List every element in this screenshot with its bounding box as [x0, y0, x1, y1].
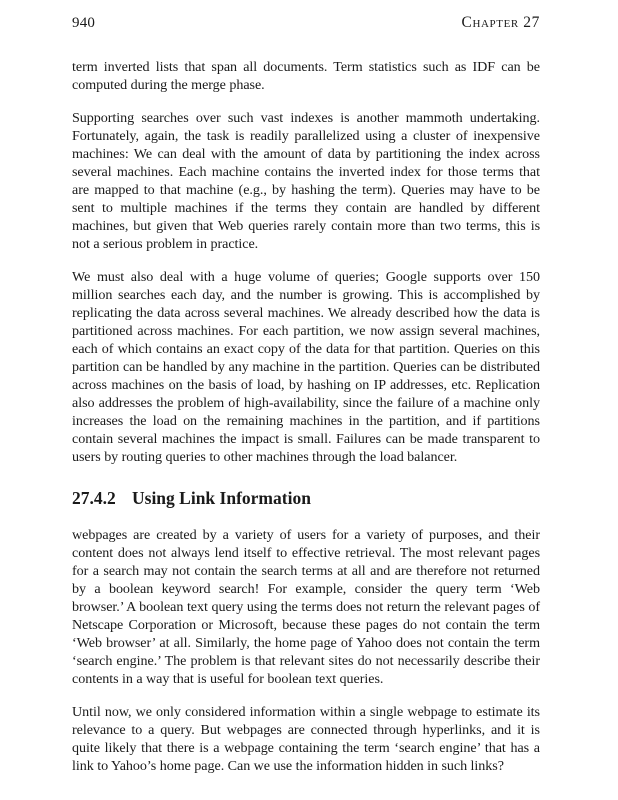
paragraph-hyperlinks: Until now, we only considered information within a single webpage to estimate its relevance to a query. But webpages are connected through hyperlinks, and it is quite likely that there is a webpage containing the term ‘search engine’ that has a link to Yahoo’s home page. Can we use the information hidden in such links? — [72, 704, 540, 774]
paragraph-merge-phase: term inverted lists that span all documents. Term statistics such as IDF can be computed during the merge phase. — [72, 59, 540, 93]
paragraph-link-motivation: webpages are created by a variety of users for a variety of purposes, and their content does not always lend itself to effective retrieval. The most relevant pages for a search may not contain the search terms at all and are therefore not returned by a boolean keyword search! For example, consider the query term ‘Web browser.’ A boolean text query using the terms does not return the relevant pages of Netscape Corporation or Microsoft, because these pages do not contain the term ‘Web browser’ at all. Similarly, the home page of Yahoo does not contain the term ‘search engine.’ The problem is that relevant sites do not necessarily describe their contents in a way that is useful for boolean text queries. — [72, 527, 540, 687]
running-header — [72, 14, 540, 38]
paragraph-query-volume: We must also deal with a huge volume of queries; Google supports over 150 million searches each day, and the number is growing. This is accomplished by replicating the data across several machines. We already described how the data is partitioned across machines. For each partition, we now assign several machines, each of which contains an exact copy of the data for that partition. Queries on this partition can be handled by any machine in the partition. Queries can be distributed across machines on the basis of load, by hashing on IP addresses, etc. Replication also addresses the problem of high-availability, since the failure of a machine only increases the load on the remaining machines in the partition, and if partitions contain several machines the impact is small. Failures can be made transparent to users by routing queries to other machines through the load balancer. — [72, 269, 540, 465]
page-number: 940 — [72, 15, 96, 31]
section-title: Using Link Information — [132, 488, 311, 508]
paragraph-parallel-search: Supporting searches over such vast indexes is another mammoth undertaking. Fortunately, again, the task is readily parallelized using a cluster of inexpensive machines: We can deal with the amount of data by partitioning the index across several machines. Each machine contains the inverted index for those terms that are mapped to that machine (e.g., by hashing the term). Queries may have to be sent to multiple machines if the terms they contain are handled by different machines, but given that Web queries rarely contain more than two terms, this is not a serious problem in practice. — [72, 110, 540, 252]
section-heading — [72, 487, 540, 509]
section-number: 27.4.2 — [72, 488, 116, 508]
page-body — [72, 58, 540, 775]
chapter-label: Chapter 27 — [461, 14, 540, 31]
